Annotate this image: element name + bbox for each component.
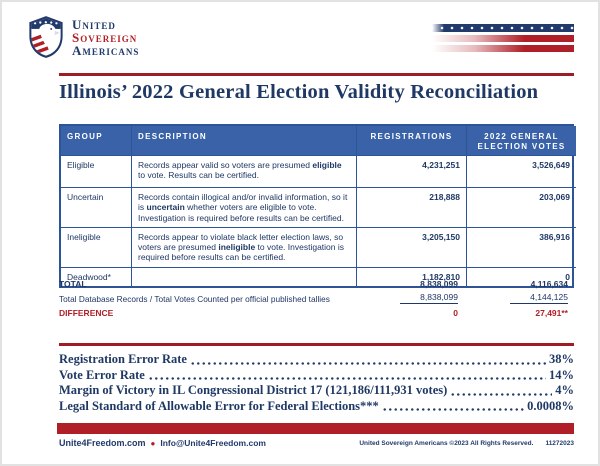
org-name-line1: United (72, 16, 116, 32)
row-registrations: 1,182,810 (356, 267, 466, 286)
rate-label: Registration Error Rate (59, 352, 187, 366)
row-votes: 203,069 (466, 187, 576, 227)
rate-value: 38% (549, 352, 574, 366)
top-divider-rule (59, 73, 574, 76)
rate-label: Margin of Victory in IL Congressional District 17 (121,186/111,931 votes) (59, 383, 448, 397)
rate-value: 0.0008% (527, 398, 574, 413)
dot-leader (382, 408, 524, 411)
difference-registrations: 0 (453, 308, 458, 318)
total-row (59, 279, 574, 289)
org-logo (27, 15, 139, 59)
difference-row (59, 308, 574, 318)
database-registrations: 8,838,099 (354, 292, 464, 304)
database-votes: 4,144,125 (464, 292, 574, 304)
rate-label: Vote Error Rate (59, 367, 145, 382)
header-registrations: REGISTRATIONS (356, 126, 466, 155)
rate-line-vote-error (59, 368, 574, 384)
row-votes: 3,526,649 (466, 155, 576, 187)
row-description: Records contain illogical and/or invalid information, so it is uncertain whether voters are eligible to vote. Investigation is required before results can be certified. (131, 187, 356, 227)
footer (59, 438, 574, 448)
rate-label: Legal Standard of Allowable Error for Federal Elections*** (59, 398, 379, 413)
flag-stripe-stars (432, 24, 574, 32)
document-code: 11272023 (545, 439, 574, 447)
row-group: Uncertain (61, 187, 131, 227)
reconciliation-table (59, 124, 574, 288)
email-link[interactable]: Info@Unite4Freedom.com (160, 438, 266, 448)
dot-leader (190, 362, 546, 365)
row-description: Records appear to violate black letter election laws, so voters are presumed ineligible to vote. Investigation is required before results can be certified. (131, 227, 356, 267)
row-votes: 0 (466, 267, 576, 286)
row-group: Eligible (61, 155, 131, 187)
rate-value: 14% (549, 367, 574, 382)
page-title: Illinois’ 2022 General Election Validity Reconciliation (59, 81, 539, 103)
footer-legal (359, 440, 574, 447)
total-votes: 4,116,634 (530, 279, 568, 289)
database-row (59, 292, 574, 304)
website-link[interactable]: Unite4Freedom.com (59, 438, 146, 448)
bottom-divider-rule (59, 343, 574, 346)
row-group: Ineligible (61, 227, 131, 267)
rate-line-legal-standard (59, 399, 574, 415)
eagle-shield-icon (27, 15, 65, 59)
dot-leader (148, 377, 546, 380)
rate-line-margin-of-victory (59, 383, 574, 399)
row-registrations: 4,231,251 (356, 155, 466, 187)
flag-stripe-red-2 (432, 45, 574, 52)
total-registrations: 8,838,099 (420, 279, 458, 289)
difference-label: DIFFERENCE (59, 308, 114, 318)
rate-value: 4% (555, 383, 574, 397)
flag-stripes-decoration (432, 24, 574, 52)
header-group: GROUP (61, 126, 131, 155)
row-votes: 386,916 (466, 227, 576, 267)
bullet-icon: ● (150, 438, 156, 448)
footer-red-bar (57, 423, 574, 434)
header-votes: 2022 GENERAL ELECTION VOTES (466, 126, 576, 155)
row-group: Deadwood* (61, 267, 131, 286)
row-description: Records appear valid so voters are presumed eligible to vote. Results can be certified. (131, 155, 356, 187)
org-name (72, 18, 139, 57)
row-registrations: 3,205,150 (356, 227, 466, 267)
footer-contact (59, 438, 266, 448)
org-name-line2: Sovereign (72, 29, 138, 45)
dot-leader (450, 393, 552, 396)
rate-line-registration-error (59, 352, 574, 368)
database-label: Total Database Records / Total Votes Counted per official published tallies (59, 294, 330, 304)
copyright-text: United Sovereign Americans ©2023 All Rights Reserved. (359, 439, 534, 447)
flag-stripe-red-1 (432, 35, 574, 42)
row-registrations: 218,888 (356, 187, 466, 227)
header-description: DESCRIPTION (131, 126, 356, 155)
rates-section (59, 352, 574, 414)
difference-votes: 27,491** (535, 308, 568, 318)
org-name-line3: Americans (72, 42, 140, 58)
totals-section (59, 279, 574, 318)
total-label: TOTAL (59, 279, 87, 289)
